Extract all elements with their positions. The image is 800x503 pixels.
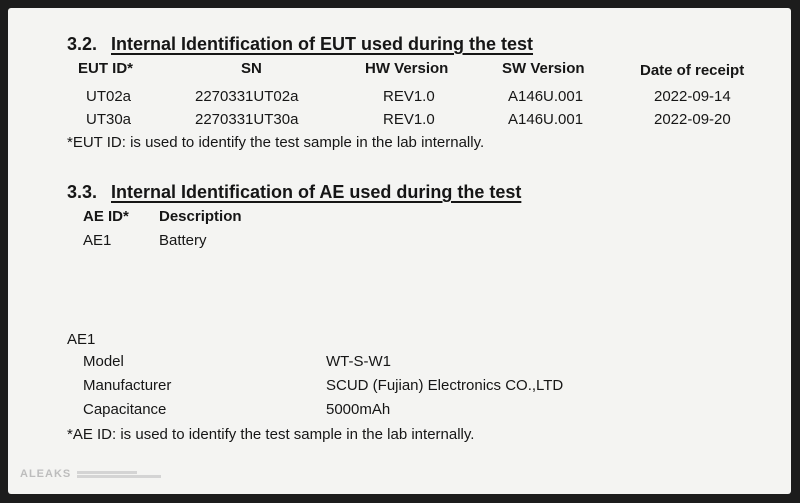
section-title-text: Internal Identification of EUT used during the test: [111, 34, 534, 54]
table-cell: AE1: [83, 232, 112, 249]
table-cell: Battery: [159, 232, 207, 249]
table-cell: REV1.0: [383, 111, 435, 128]
ae1-label-capacitance: Capacitance: [83, 401, 167, 418]
table-cell: REV1.0: [383, 88, 435, 105]
ae-header-description: Description: [159, 208, 242, 225]
ae1-label-manufacturer: Manufacturer: [83, 377, 172, 394]
watermark-fine-print: [77, 471, 161, 478]
section-3-3-title: [67, 182, 521, 203]
ae1-value-capacitance: 5000mAh: [326, 401, 391, 418]
ae-footnote: *AE ID: is used to identify the test sample in the lab internally.: [67, 426, 475, 443]
ae-header-id: AE ID*: [83, 208, 129, 225]
table-cell: 2022-09-14: [654, 88, 731, 105]
ae1-value-model: WT-S-W1: [326, 353, 391, 370]
watermark: [20, 468, 161, 480]
table-cell: UT02a: [86, 88, 132, 105]
eut-header-date: Date of receipt: [640, 62, 745, 79]
ae1-label-model: Model: [83, 353, 124, 370]
watermark-logo: ALEAKS: [20, 468, 72, 480]
ae1-value-manufacturer: SCUD (Fujian) Electronics CO.,LTD: [326, 377, 564, 394]
table-cell: 2270331UT02a: [195, 88, 299, 105]
eut-header-id: EUT ID*: [78, 60, 134, 77]
section-3-2-title: [67, 34, 533, 55]
table-cell: A146U.001: [508, 88, 584, 105]
section-number: 3.2.: [67, 34, 98, 54]
section-title-text: Internal Identification of AE used during the test: [111, 182, 522, 202]
section-number: 3.3.: [67, 182, 98, 202]
document-page: [8, 8, 791, 494]
ae1-heading: AE1: [67, 331, 96, 348]
table-cell: A146U.001: [508, 111, 584, 128]
table-cell: 2270331UT30a: [195, 111, 299, 128]
table-cell: UT30a: [86, 111, 132, 128]
eut-header-hw: HW Version: [365, 60, 449, 77]
eut-header-sn: SN: [241, 60, 262, 77]
eut-header-sw: SW Version: [502, 60, 585, 77]
eut-footnote: *EUT ID: is used to identify the test sample in the lab internally.: [67, 134, 485, 151]
table-cell: 2022-09-20: [654, 111, 731, 128]
